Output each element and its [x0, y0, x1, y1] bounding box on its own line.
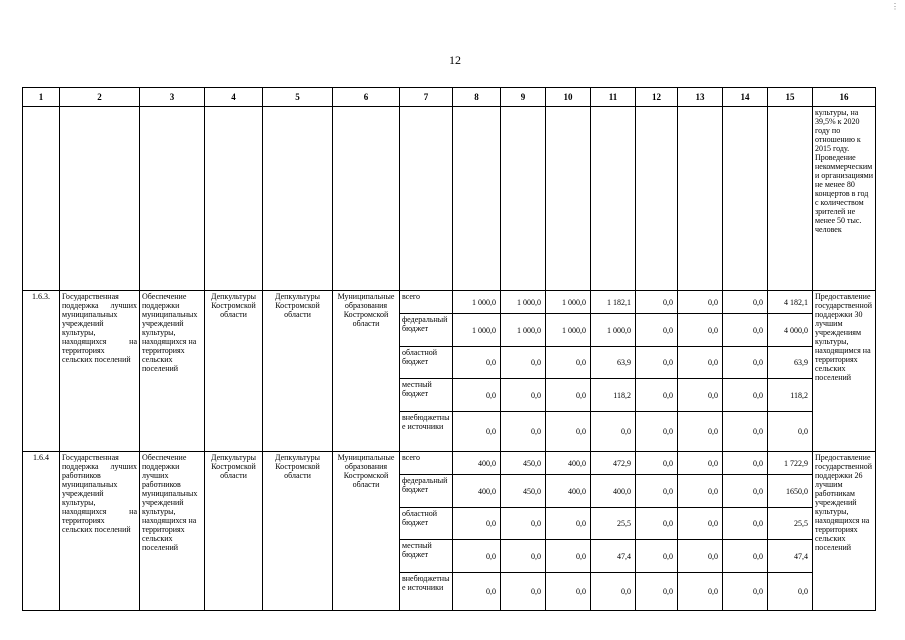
funding-value: 1 722,9 — [768, 452, 813, 475]
funding-value: 4 182,1 — [768, 291, 813, 314]
expected-result: Предоставление государственной поддержки 30 лучшим учреждениям культуры, находящимся на территориях сельских поселений — [813, 291, 876, 452]
funding-value: 1 000,0 — [453, 291, 501, 314]
funding-value: 450,0 — [501, 452, 546, 475]
funding-source: местный бюджет — [400, 379, 453, 412]
header-cell: 8 — [453, 88, 501, 107]
funding-value: 118,2 — [591, 379, 636, 412]
empty-cell — [205, 107, 263, 291]
funding-value: 4 000,0 — [768, 314, 813, 347]
header-cell: 3 — [140, 88, 205, 107]
header-cell: 5 — [263, 88, 333, 107]
empty-cell — [501, 107, 546, 291]
funding-source: внебюджетные источники — [400, 412, 453, 452]
empty-cell — [678, 107, 723, 291]
funding-source: федеральный бюджет — [400, 314, 453, 347]
item-purpose: Обеспечение поддержки муниципальных учреждений культуры, находящихся на территориях сельских поселений — [140, 291, 205, 452]
funding-value: 0,0 — [723, 475, 768, 508]
funding-value: 0,0 — [453, 412, 501, 452]
funding-value: 63,9 — [768, 347, 813, 379]
funding-value: 0,0 — [453, 347, 501, 379]
item-number: 1.6.4 — [23, 452, 60, 611]
header-cell: 14 — [723, 88, 768, 107]
header-cell: 4 — [205, 88, 263, 107]
funding-value: 0,0 — [546, 347, 591, 379]
funding-value: 0,0 — [678, 540, 723, 573]
funding-value: 47,4 — [768, 540, 813, 573]
funding-value: 1 000,0 — [501, 314, 546, 347]
empty-cell — [23, 107, 60, 291]
funding-value: 0,0 — [678, 452, 723, 475]
funding-value: 0,0 — [678, 412, 723, 452]
funding-value: 0,0 — [636, 379, 678, 412]
funding-value: 1 000,0 — [591, 314, 636, 347]
header-cell: 16 — [813, 88, 876, 107]
funding-value: 0,0 — [546, 508, 591, 540]
empty-cell — [140, 107, 205, 291]
funding-value: 0,0 — [453, 379, 501, 412]
funding-value: 400,0 — [591, 475, 636, 508]
header-cell: 10 — [546, 88, 591, 107]
funding-value: 0,0 — [723, 508, 768, 540]
header-row — [23, 88, 876, 107]
empty-cell — [591, 107, 636, 291]
funding-source: областной бюджет — [400, 347, 453, 379]
funding-value: 47,4 — [591, 540, 636, 573]
funding-value: 0,0 — [501, 347, 546, 379]
expected-result: Предоставление государственной поддержки 26 лучшим работникам учреждений культуры, находящихся на территориях сельских поселений — [813, 452, 876, 611]
funding-value: 0,0 — [768, 573, 813, 611]
funding-value: 400,0 — [546, 452, 591, 475]
funding-value: 1 000,0 — [453, 314, 501, 347]
funding-source: федеральный бюджет — [400, 475, 453, 508]
co-executor: Депкультуры Костромской области — [263, 452, 333, 611]
continuation-row — [23, 107, 876, 291]
item-name: Государственная поддержка лучших работников муниципальных учреждений культуры, находящихся на территориях сельских поселений — [60, 452, 140, 611]
funding-source: местный бюджет — [400, 540, 453, 573]
empty-cell — [263, 107, 333, 291]
funding-value: 0,0 — [723, 291, 768, 314]
corner-mark: ⋮ — [891, 2, 899, 11]
funding-value: 0,0 — [768, 412, 813, 452]
funding-value: 0,0 — [636, 347, 678, 379]
funding-value: 472,9 — [591, 452, 636, 475]
funding-value: 1 000,0 — [546, 314, 591, 347]
funding-value: 0,0 — [636, 452, 678, 475]
empty-cell — [768, 107, 813, 291]
funding-value: 0,0 — [501, 508, 546, 540]
empty-cell — [333, 107, 400, 291]
funding-value: 0,0 — [546, 573, 591, 611]
empty-cell — [400, 107, 453, 291]
responsible-executor: Депкультуры Костромской области — [205, 291, 263, 452]
funding-value: 0,0 — [501, 379, 546, 412]
co-executor: Депкультуры Костромской области — [263, 291, 333, 452]
funding-value: 0,0 — [546, 540, 591, 573]
funding-source: всего — [400, 291, 453, 314]
funding-value: 0,0 — [723, 347, 768, 379]
funding-value: 0,0 — [636, 508, 678, 540]
header-cell: 7 — [400, 88, 453, 107]
funding-row — [23, 291, 876, 314]
funding-value: 0,0 — [453, 508, 501, 540]
funding-value: 0,0 — [591, 412, 636, 452]
funding-value: 0,0 — [501, 412, 546, 452]
funding-value: 0,0 — [501, 540, 546, 573]
empty-cell — [546, 107, 591, 291]
funding-value: 0,0 — [636, 314, 678, 347]
header-cell: 6 — [333, 88, 400, 107]
item-name: Государственная поддержка лучших муниципальных учреждений культуры, находящихся на территориях сельских поселений — [60, 291, 140, 452]
funding-value: 400,0 — [546, 475, 591, 508]
participant: Муниципальные образования Костромской области — [333, 452, 400, 611]
funding-value: 0,0 — [678, 508, 723, 540]
funding-source: областной бюджет — [400, 508, 453, 540]
item-number: 1.6.3. — [23, 291, 60, 452]
funding-value: 0,0 — [636, 540, 678, 573]
funding-source: всего — [400, 452, 453, 475]
funding-value: 0,0 — [723, 379, 768, 412]
responsible-executor: Депкультуры Костромской области — [205, 452, 263, 611]
header-cell: 11 — [591, 88, 636, 107]
participant: Муниципальные образования Костромской области — [333, 291, 400, 452]
funding-value: 0,0 — [678, 573, 723, 611]
header-cell: 2 — [60, 88, 140, 107]
funding-value: 0,0 — [591, 573, 636, 611]
funding-row — [23, 452, 876, 475]
funding-value: 1 000,0 — [501, 291, 546, 314]
funding-value: 450,0 — [501, 475, 546, 508]
header-cell: 12 — [636, 88, 678, 107]
funding-value: 0,0 — [546, 412, 591, 452]
header-cell: 15 — [768, 88, 813, 107]
header-cell: 9 — [501, 88, 546, 107]
funding-value: 0,0 — [678, 379, 723, 412]
funding-value: 0,0 — [678, 291, 723, 314]
funding-value: 0,0 — [636, 412, 678, 452]
funding-value: 63,9 — [591, 347, 636, 379]
header-cell: 1 — [23, 88, 60, 107]
funding-value: 0,0 — [723, 452, 768, 475]
funding-value: 0,0 — [453, 540, 501, 573]
funding-value: 0,0 — [678, 347, 723, 379]
funding-value: 0,0 — [636, 475, 678, 508]
program-table — [22, 87, 876, 611]
funding-value: 0,0 — [453, 573, 501, 611]
funding-value: 0,0 — [636, 573, 678, 611]
funding-value: 0,0 — [723, 540, 768, 573]
funding-value: 0,0 — [678, 475, 723, 508]
funding-value: 25,5 — [591, 508, 636, 540]
funding-value: 0,0 — [723, 412, 768, 452]
empty-cell — [453, 107, 501, 291]
funding-value: 0,0 — [723, 573, 768, 611]
header-cell: 13 — [678, 88, 723, 107]
funding-value: 1650,0 — [768, 475, 813, 508]
empty-cell — [636, 107, 678, 291]
empty-cell — [723, 107, 768, 291]
funding-value: 400,0 — [453, 475, 501, 508]
funding-value: 0,0 — [546, 379, 591, 412]
funding-value: 1 000,0 — [546, 291, 591, 314]
item-purpose: Обеспечение поддержки лучших работников муниципальных учреждений культуры, находящихся на территориях сельских поселений — [140, 452, 205, 611]
funding-source: внебюджетные источники — [400, 573, 453, 611]
funding-value: 0,0 — [678, 314, 723, 347]
continuation-text: культуры, на 39,5% к 2020 году по отношению к 2015 году. Проведение некоммерческими организациями не менее 80 концертов в год с количеством зрителей не менее 50 тыс. человек — [813, 107, 876, 291]
empty-cell — [60, 107, 140, 291]
page-number: 12 — [449, 53, 461, 67]
funding-value: 0,0 — [636, 291, 678, 314]
funding-value: 25,5 — [768, 508, 813, 540]
funding-value: 400,0 — [453, 452, 501, 475]
funding-value: 0,0 — [501, 573, 546, 611]
funding-value: 118,2 — [768, 379, 813, 412]
funding-value: 0,0 — [723, 314, 768, 347]
funding-value: 1 182,1 — [591, 291, 636, 314]
